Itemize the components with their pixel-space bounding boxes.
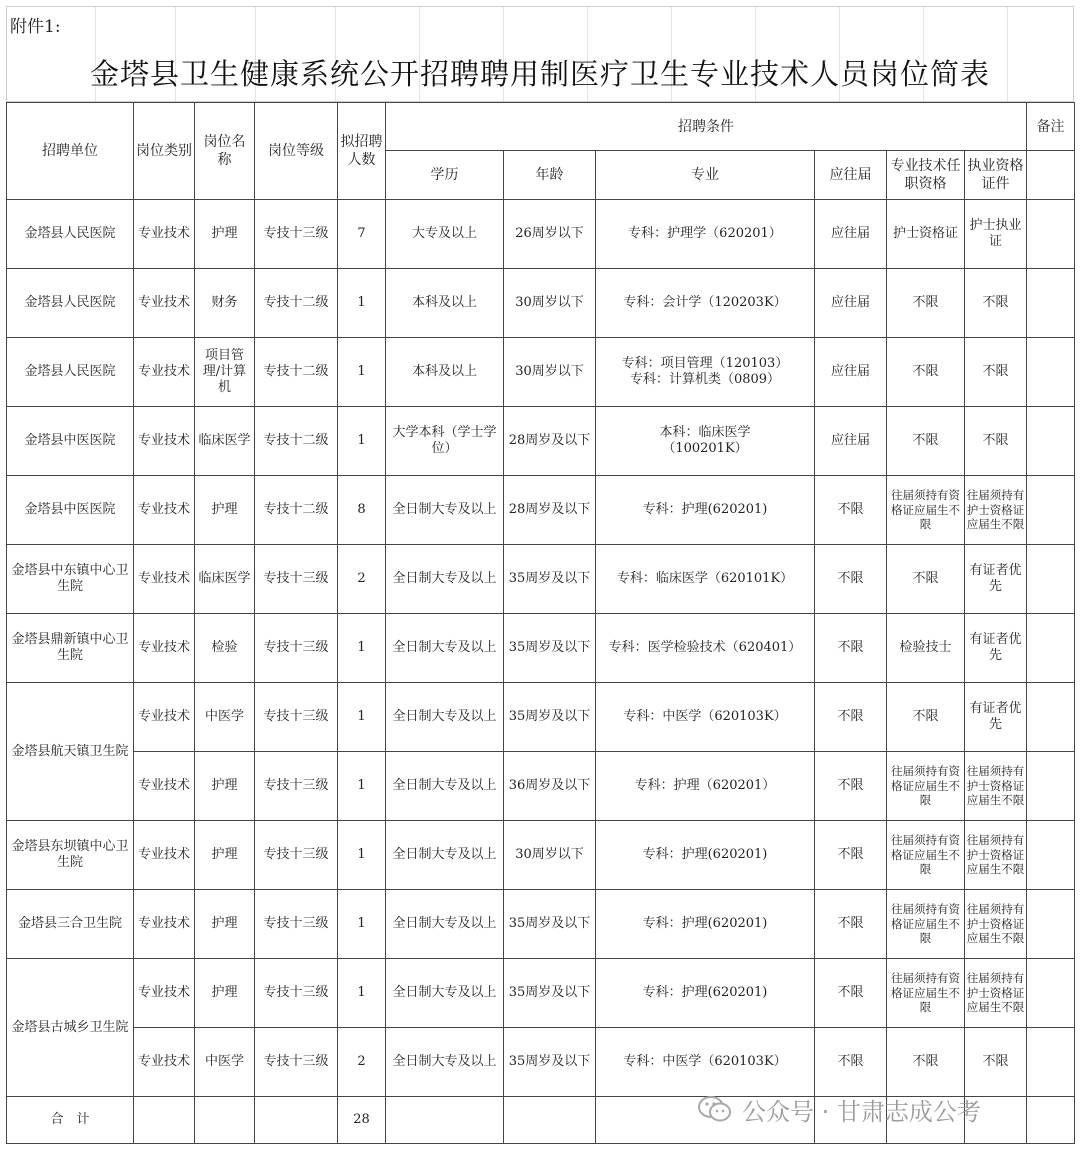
graduate-cell: 不限: [815, 476, 887, 545]
remark-cell: [1027, 683, 1075, 752]
count-cell: 1: [338, 959, 386, 1028]
count-cell: 7: [338, 200, 386, 269]
license-cell: 往届须持有护士资格证应届生不限: [965, 752, 1027, 821]
graduate-cell: 不限: [815, 614, 887, 683]
major-cell: 专科：护理（620201）: [596, 752, 815, 821]
category-cell: 专业技术: [134, 752, 195, 821]
level-cell: 专技十三级: [255, 890, 338, 959]
graduate-cell: 应往届: [815, 338, 887, 407]
level-cell: 专技十三级: [255, 959, 338, 1028]
unit-cell: 金塔县东坝镇中心卫生院: [7, 821, 134, 890]
count-cell: 1: [338, 752, 386, 821]
position-name-cell: 护理: [195, 890, 255, 959]
education-cell: 全日制大专及以上: [386, 821, 504, 890]
header-row: [7, 103, 1075, 151]
education-cell: 大学本科（学士学位）: [386, 407, 504, 476]
education-cell: 全日制大专及以上: [386, 545, 504, 614]
unit-cell: 金塔县人民医院: [7, 338, 134, 407]
level-cell: 专技十二级: [255, 338, 338, 407]
level-cell: 专技十三级: [255, 683, 338, 752]
remark-cell: [1027, 959, 1075, 1028]
header-name: 岗位名称: [195, 103, 255, 200]
category-cell: 专业技术: [134, 890, 195, 959]
category-cell: 专业技术: [134, 683, 195, 752]
position-name-cell: 护理: [195, 476, 255, 545]
total-empty: [195, 1097, 255, 1144]
annex-label: 附件1:: [10, 17, 61, 37]
license-cell: 不限: [965, 269, 1027, 338]
remark-cell: [1027, 890, 1075, 959]
education-cell: 全日制大专及以上: [386, 614, 504, 683]
level-cell: 专技十三级: [255, 752, 338, 821]
header-tech: 专业技术任职资格: [887, 151, 965, 200]
graduate-cell: 不限: [815, 959, 887, 1028]
age-cell: 28周岁及以下: [504, 476, 596, 545]
education-cell: 全日制大专及以上: [386, 959, 504, 1028]
age-cell: 26周岁以下: [504, 200, 596, 269]
count-cell: 1: [338, 407, 386, 476]
graduate-cell: 不限: [815, 683, 887, 752]
graduate-cell: 不限: [815, 821, 887, 890]
level-cell: 专技十三级: [255, 614, 338, 683]
graduate-cell: 不限: [815, 1028, 887, 1097]
wechat-icon: [698, 1095, 732, 1123]
category-cell: 专业技术: [134, 407, 195, 476]
position-name-cell: 项目管理/计算机: [195, 338, 255, 407]
graduate-cell: 应往届: [815, 407, 887, 476]
tech-qualification-cell: 不限: [887, 683, 965, 752]
header-count: 拟招聘人数: [338, 103, 386, 200]
position-name-cell: 护理: [195, 200, 255, 269]
age-cell: 30周岁以下: [504, 269, 596, 338]
license-cell: 往届须持有护士资格证应届生不限: [965, 476, 1027, 545]
unit-cell: 金塔县人民医院: [7, 269, 134, 338]
unit-cell: 金塔县古城乡卫生院: [7, 959, 134, 1097]
age-cell: 35周岁及以下: [504, 683, 596, 752]
education-cell: 全日制大专及以上: [386, 683, 504, 752]
age-cell: 28周岁及以下: [504, 407, 596, 476]
watermark-text: 公众号 · 甘肃志成公考: [742, 1097, 981, 1126]
table-row: [7, 545, 1075, 614]
license-cell: 往届须持有护士资格证应届生不限: [965, 890, 1027, 959]
remark-cell: [1027, 545, 1075, 614]
unit-cell: 金塔县鼎新镇中心卫生院: [7, 614, 134, 683]
tech-qualification-cell: 往届须持有资格证应届生不限: [887, 959, 965, 1028]
education-cell: 本科及以上: [386, 338, 504, 407]
header-cert: 执业资格证件: [965, 151, 1027, 200]
position-name-cell: 临床医学: [195, 407, 255, 476]
table-row: [7, 959, 1075, 1028]
major-cell: 专科：护理(620201): [596, 821, 815, 890]
major-cell: 专科：护理学（620201）: [596, 200, 815, 269]
remark-cell: [1027, 821, 1075, 890]
remark-cell: [1027, 407, 1075, 476]
major-cell: 专科：护理(620201): [596, 890, 815, 959]
count-cell: 1: [338, 269, 386, 338]
tech-qualification-cell: 往届须持有资格证应届生不限: [887, 821, 965, 890]
age-cell: 36周岁及以下: [504, 752, 596, 821]
count-cell: 1: [338, 821, 386, 890]
header-category: 岗位类别: [134, 103, 195, 200]
level-cell: 专技十二级: [255, 407, 338, 476]
position-name-cell: 财务: [195, 269, 255, 338]
total-empty: [504, 1097, 596, 1144]
tech-qualification-cell: 不限: [887, 545, 965, 614]
category-cell: 专业技术: [134, 269, 195, 338]
education-cell: 本科及以上: [386, 269, 504, 338]
license-cell: 不限: [965, 338, 1027, 407]
tech-qualification-cell: 往届须持有资格证应届生不限: [887, 752, 965, 821]
position-name-cell: 临床医学: [195, 545, 255, 614]
table-row: [7, 476, 1075, 545]
category-cell: 专业技术: [134, 959, 195, 1028]
tech-qualification-cell: 不限: [887, 407, 965, 476]
table-row: [7, 338, 1075, 407]
age-cell: 35周岁及以下: [504, 1028, 596, 1097]
remark-cell: [1027, 200, 1075, 269]
unit-cell: 金塔县中医医院: [7, 476, 134, 545]
count-cell: 1: [338, 338, 386, 407]
unit-cell: 金塔县航天镇卫生院: [7, 683, 134, 821]
position-name-cell: 中医学: [195, 1028, 255, 1097]
table-row: [7, 752, 1075, 821]
graduate-cell: 不限: [815, 890, 887, 959]
age-cell: 35周岁及以下: [504, 545, 596, 614]
position-name-cell: 护理: [195, 821, 255, 890]
table-row: [7, 269, 1075, 338]
age-cell: 35周岁及以下: [504, 959, 596, 1028]
unit-cell: 金塔县人民医院: [7, 200, 134, 269]
remark-cell: [1027, 269, 1075, 338]
position-name-cell: 中医学: [195, 683, 255, 752]
graduate-cell: 应往届: [815, 269, 887, 338]
position-name-cell: 护理: [195, 959, 255, 1028]
table-row: [7, 407, 1075, 476]
tech-qualification-cell: 不限: [887, 1028, 965, 1097]
position-name-cell: 检验: [195, 614, 255, 683]
header-major: 专业: [596, 151, 815, 200]
category-cell: 专业技术: [134, 1028, 195, 1097]
header-edu: 学历: [386, 151, 504, 200]
major-cell: 专科：项目管理（120103） 专科：计算机类（0809）: [596, 338, 815, 407]
tech-qualification-cell: 不限: [887, 338, 965, 407]
license-cell: 护士执业证: [965, 200, 1027, 269]
header-remark-sub: [1027, 151, 1075, 200]
major-cell: 专科：护理(620201): [596, 476, 815, 545]
header-grad: 应往届: [815, 151, 887, 200]
level-cell: 专技十三级: [255, 1028, 338, 1097]
category-cell: 专业技术: [134, 821, 195, 890]
table-row: [7, 200, 1075, 269]
category-cell: 专业技术: [134, 476, 195, 545]
total-empty: [134, 1097, 195, 1144]
level-cell: 专技十二级: [255, 476, 338, 545]
license-cell: 有证者优先: [965, 545, 1027, 614]
major-cell: 专科：中医学（620103K）: [596, 1028, 815, 1097]
tech-qualification-cell: 检验技士: [887, 614, 965, 683]
table-row: [7, 821, 1075, 890]
license-cell: 不限: [965, 407, 1027, 476]
total-empty: [255, 1097, 338, 1144]
remark-cell: [1027, 614, 1075, 683]
table-row: [7, 683, 1075, 752]
header-unit: 招聘单位: [7, 103, 134, 200]
age-cell: 35周岁及以下: [504, 614, 596, 683]
unit-cell: 金塔县中医医院: [7, 407, 134, 476]
education-cell: 大专及以上: [386, 200, 504, 269]
tech-qualification-cell: 护士资格证: [887, 200, 965, 269]
education-cell: 全日制大专及以上: [386, 1028, 504, 1097]
education-cell: 全日制大专及以上: [386, 476, 504, 545]
remark-cell: [1027, 338, 1075, 407]
age-cell: 30周岁以下: [504, 338, 596, 407]
table-row: [7, 614, 1075, 683]
major-cell: 专科：临床医学（620101K）: [596, 545, 815, 614]
tech-qualification-cell: 不限: [887, 269, 965, 338]
category-cell: 专业技术: [134, 545, 195, 614]
count-cell: 2: [338, 1028, 386, 1097]
level-cell: 专技十三级: [255, 200, 338, 269]
unit-cell: 金塔县中东镇中心卫生院: [7, 545, 134, 614]
header-level: 岗位等级: [255, 103, 338, 200]
positions-table: [6, 102, 1075, 1144]
unit-cell: 金塔县三合卫生院: [7, 890, 134, 959]
remark-cell: [1027, 752, 1075, 821]
tech-qualification-cell: 往届须持有资格证应届生不限: [887, 890, 965, 959]
major-cell: 专科：会计学（120203K）: [596, 269, 815, 338]
count-cell: 1: [338, 890, 386, 959]
watermark: [698, 1094, 981, 1124]
major-cell: 专科：护理(620201): [596, 959, 815, 1028]
license-cell: 有证者优先: [965, 614, 1027, 683]
position-name-cell: 护理: [195, 752, 255, 821]
remark-cell: [1027, 1028, 1075, 1097]
table-row: [7, 890, 1075, 959]
header-age: 年龄: [504, 151, 596, 200]
category-cell: 专业技术: [134, 338, 195, 407]
category-cell: 专业技术: [134, 614, 195, 683]
level-cell: 专技十三级: [255, 821, 338, 890]
license-cell: 有证者优先: [965, 683, 1027, 752]
total-label: 合 计: [7, 1097, 134, 1144]
graduate-cell: 应往届: [815, 200, 887, 269]
age-cell: 30周岁以下: [504, 821, 596, 890]
major-cell: 专科：医学检验技术（620401）: [596, 614, 815, 683]
remark-cell: [1027, 476, 1075, 545]
tech-qualification-cell: 往届须持有资格证应届生不限: [887, 476, 965, 545]
total-empty: [1027, 1097, 1075, 1144]
education-cell: 全日制大专及以上: [386, 752, 504, 821]
total-count: 28: [338, 1097, 386, 1144]
age-cell: 35周岁及以下: [504, 890, 596, 959]
graduate-cell: 不限: [815, 545, 887, 614]
header-conditions: 招聘条件: [386, 103, 1027, 151]
major-cell: 专科：中医学（620103K）: [596, 683, 815, 752]
table-row: [7, 1028, 1075, 1097]
count-cell: 1: [338, 683, 386, 752]
level-cell: 专技十二级: [255, 269, 338, 338]
category-cell: 专业技术: [134, 200, 195, 269]
license-cell: 往届须持有护士资格证应届生不限: [965, 821, 1027, 890]
count-cell: 1: [338, 614, 386, 683]
major-cell: 本科：临床医学 （100201K）: [596, 407, 815, 476]
count-cell: 8: [338, 476, 386, 545]
header-remark: 备注: [1027, 103, 1075, 151]
level-cell: 专技十三级: [255, 545, 338, 614]
license-cell: 不限: [965, 1028, 1027, 1097]
license-cell: 往届须持有护士资格证应届生不限: [965, 959, 1027, 1028]
total-empty: [386, 1097, 504, 1144]
education-cell: 全日制大专及以上: [386, 890, 504, 959]
page-title: 金塔县卫生健康系统公开招聘聘用制医疗卫生专业技术人员岗位简表: [89, 57, 990, 91]
graduate-cell: 不限: [815, 752, 887, 821]
count-cell: 2: [338, 545, 386, 614]
